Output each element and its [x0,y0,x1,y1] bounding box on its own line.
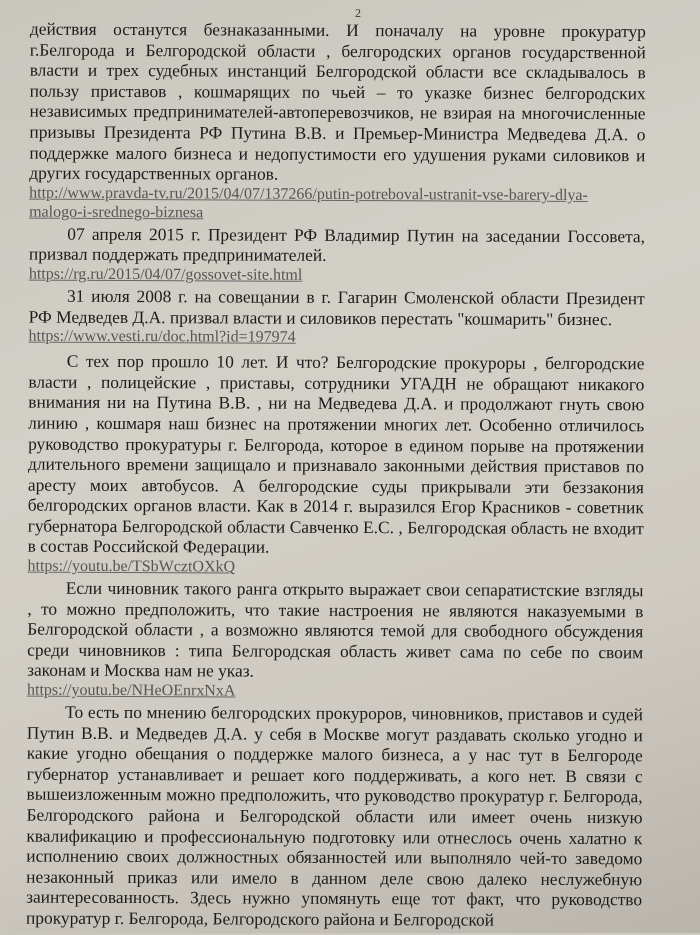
paragraph-2: 07 апреля 2015 г. Президент РФ Владимир Путин на заседании Госсовета, призвал поддержать предпринимателей. [28,223,646,266]
link-youtube-2[interactable]: https://youtu.be/NHeOEnrxNxA [26,681,236,700]
link-pravda-tv[interactable]: http://www.pravda-tv.ru/2015/04/07/137266/putin-potreboval-ustranit-vse-barery-dlya- malogo-i-srednego-biznesa [29,184,588,222]
paragraph-1: действия останутся безнаказанными. И поначалу на уровне прокуратур г.Белгорода и Белгородской области , белгородских органов государственной власти и трех судебных инстанций Белгородской области все складывалось в пользу приставов , кошмарящих по чьей – то указке бизнес белгородских независимых предпринимателей-автоперевозчиков, не взирая на многочисленные призывы Президента РФ Путина В.В. и Премьер-Министра Медведева Д.А. о поддержке малого бизнеса и недопустимости его удушения руками силовиков и других государственных органов. [29,18,646,184]
link-vesti[interactable]: https://www.vesti.ru/doc.html?id=197974 [28,327,296,346]
link-youtube-1[interactable]: https://youtu.be/TSbWcztOXkQ [27,557,236,576]
paragraph-3: 31 июля 2008 г. на совещании в г. Гагарин Смоленской области Президент РФ Медведев Д.А. призвал власти и силовиков перестать "кошмарить" бизнес. [28,285,645,329]
paragraph-4: С тех пор прошло 10 лет. И что? Белгородские прокуроры , белгородские власти , полицейские , приставы, сотрудники УГАДН не обращают никакого внимания ни на Путина В.В. , ни на Медведева Д.А. и продолжают гнуть свою линию , кошмаря наш бизнес на протяжении многих лет. Особенно отличилось руководство прокуратуры г. Белгорода, которое в едином порыве на протяжении длительного времени защищало и признавало законными действия приставов по аресту моих автобусов. А белгородские суды прикрывали эти беззакония белгородских органов власти. Как в 2014 г. выразился Егор Красников - советник губернатора Белгородской области Савченко Е.С. , Белгородская область не входит в состав Российской Федерации. [27,350,645,558]
page-number: 2 [354,6,362,21]
link-rg[interactable]: https://rg.ru/2015/04/07/gossovet-site.html [28,265,303,284]
paragraph-6: То есть по мнению белгородских прокуроров, чиновников, приставов и судей Путин В.В. и Медведев Д.А. у себя в Москве могут раздавать сколько угодно и какие угодно обещания о поддержке малого бизнеса, а у нас тут в Белгороде губернатор устанавливает и решает кого поддерживать, а кого нет. В связи с вышеизложенным можно предположить, что руководство прокуратур г. Белгорода, Белгородского района и Белгородской области или имеет очень низкую квалификацию и профессиональную подготовку или отнеслось очень халатно к исполнению своих должностных обязанностей или выполняло чей-то заведомо незаконный приказ или имело в данном деле свою далеко неслужебную заинтересованность. Здесь нужно упомянуть еще тот факт, что руководство прокуратур г. Белгорода, Белгородского района и Белгородской [25,701,643,930]
paragraph-5: Если чиновник такого ранга открыто выражает свои сепаратистские взгляды , то можно предположить, что такие настроения не являются наказуемыми в Белгородской области , а возможно являются темой для свободного обсуждения среди чиновников : типа Белгородская область живет сама по себе по своим законам и Москва нам не указ. [27,577,644,682]
